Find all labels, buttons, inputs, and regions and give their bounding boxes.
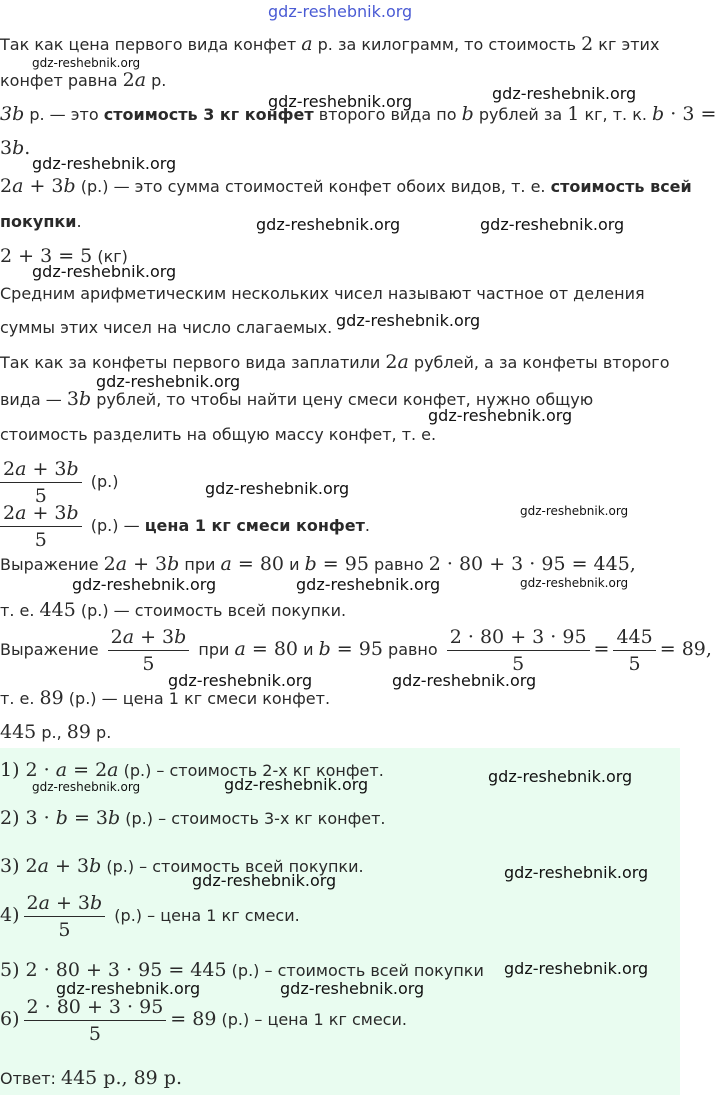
watermark: gdz-reshebnik.org [492,84,637,103]
watermark: gdz-reshebnik.org [205,479,350,498]
watermark: gdz-reshebnik.org [296,575,441,594]
text-line: т. е. 445 (р.) — стоимость всей покупки. [0,599,347,621]
watermark: gdz-reshebnik.org [428,406,573,425]
watermark: gdz-reshebnik.org [32,154,177,173]
watermark: gdz-reshebnik.org [504,959,649,978]
text-line: покупки. [0,212,82,231]
fraction-line: Выражение $\frac{2a + 3b}{5}$ при a = 80 и b = 95 равно $\frac{2 \cdot 80 + 3 \cdot 95}{5}$ = $\frac{445}{5}$ = 89, [0,626,712,675]
watermark: gdz-reshebnik.org [32,780,141,794]
text-line: Выражение 2a + 3b при a = 80 и b = 95 равно 2 · 80 + 3 · 95 = 445, [0,553,636,575]
watermark: gdz-reshebnik.org [192,871,337,890]
step-3: 3) 2a + 3b (р.) – стоимость всей покупки. [0,855,364,877]
text-line: т. е. 89 (р.) — цена 1 кг смеси конфет. [0,687,331,709]
text-line: Так как за конфеты первого вида заплатили 2a рублей, а за конфеты второго [0,351,670,373]
watermark: gdz-reshebnik.org [32,262,177,281]
step-2: 2) 3 · b = 3b (р.) – стоимость 3-х кг конфет. [0,807,386,829]
step-6: 6) $\frac{2 \cdot 80 + 3 \cdot 95}{5}$ = 89 (р.) – цена 1 кг смеси. [0,996,407,1045]
fraction-line: $\frac{2a + 3b}{5}$ (р.) — цена 1 кг смеси конфет. [0,502,370,551]
short-answer: 445 р., 89 р. [0,721,112,743]
text-line: вида — 3b рублей, то чтобы найти цену смеси конфет, нужно общую [0,388,594,410]
step-1: 1) 2 · a = 2a (р.) – стоимость 2-х кг конфет. [0,759,384,781]
watermark: gdz-reshebnik.org [520,504,629,518]
text-line: конфет равна 2a р. [0,69,167,91]
watermark: gdz-reshebnik.org [96,372,241,391]
text-line: 3b. [0,137,31,159]
text-line: 2a + 3b (р.) — это сумма стоимостей конфет обоих видов, т. е. стоимость всей [0,175,692,197]
text-line: 2 + 3 = 5 (кг) [0,245,128,267]
watermark: gdz-reshebnik.org [32,56,141,70]
watermark: gdz-reshebnik.org [72,575,217,594]
watermark: gdz-reshebnik.org [504,863,649,882]
text-line: Так как цена первого вида конфет a р. за килограмм, то стоимость 2 кг этих [0,33,660,55]
text-line: стоимость разделить на общую массу конфет, т. е. [0,425,437,444]
watermark: gdz-reshebnik.org [520,576,629,590]
site-watermark: gdz-reshebnik.org [268,2,413,21]
text-line: Средним арифметическим нескольких чисел называют частное от деления [0,284,645,303]
text-line: суммы этих чисел на число слагаемых. [0,318,333,337]
step-5: 5) 2 · 80 + 3 · 95 = 445 (р.) – стоимость всей покупки [0,959,484,981]
fraction-line: $\frac{2a + 3b}{5}$ (р.) [0,458,119,507]
text-line: 3b р. — это стоимость 3 кг конфет второго вида по b рублей за 1 кг, т. к. b · 3 = [0,103,716,125]
watermark: gdz-reshebnik.org [336,311,481,330]
watermark: gdz-reshebnik.org [224,775,369,794]
watermark: gdz-reshebnik.org [280,979,425,998]
final-answer: Ответ: 445 р., 89 р. [0,1067,182,1089]
watermark: gdz-reshebnik.org [488,767,633,786]
step-4: 4) $\frac{2a + 3b}{5}$ (р.) – цена 1 кг смеси. [0,892,300,941]
watermark: gdz-reshebnik.org [256,215,401,234]
watermark: gdz-reshebnik.org [56,979,201,998]
watermark: gdz-reshebnik.org [480,215,625,234]
watermark: gdz-reshebnik.org [168,671,313,690]
watermark: gdz-reshebnik.org [392,671,537,690]
watermark: gdz-reshebnik.org [268,92,413,111]
